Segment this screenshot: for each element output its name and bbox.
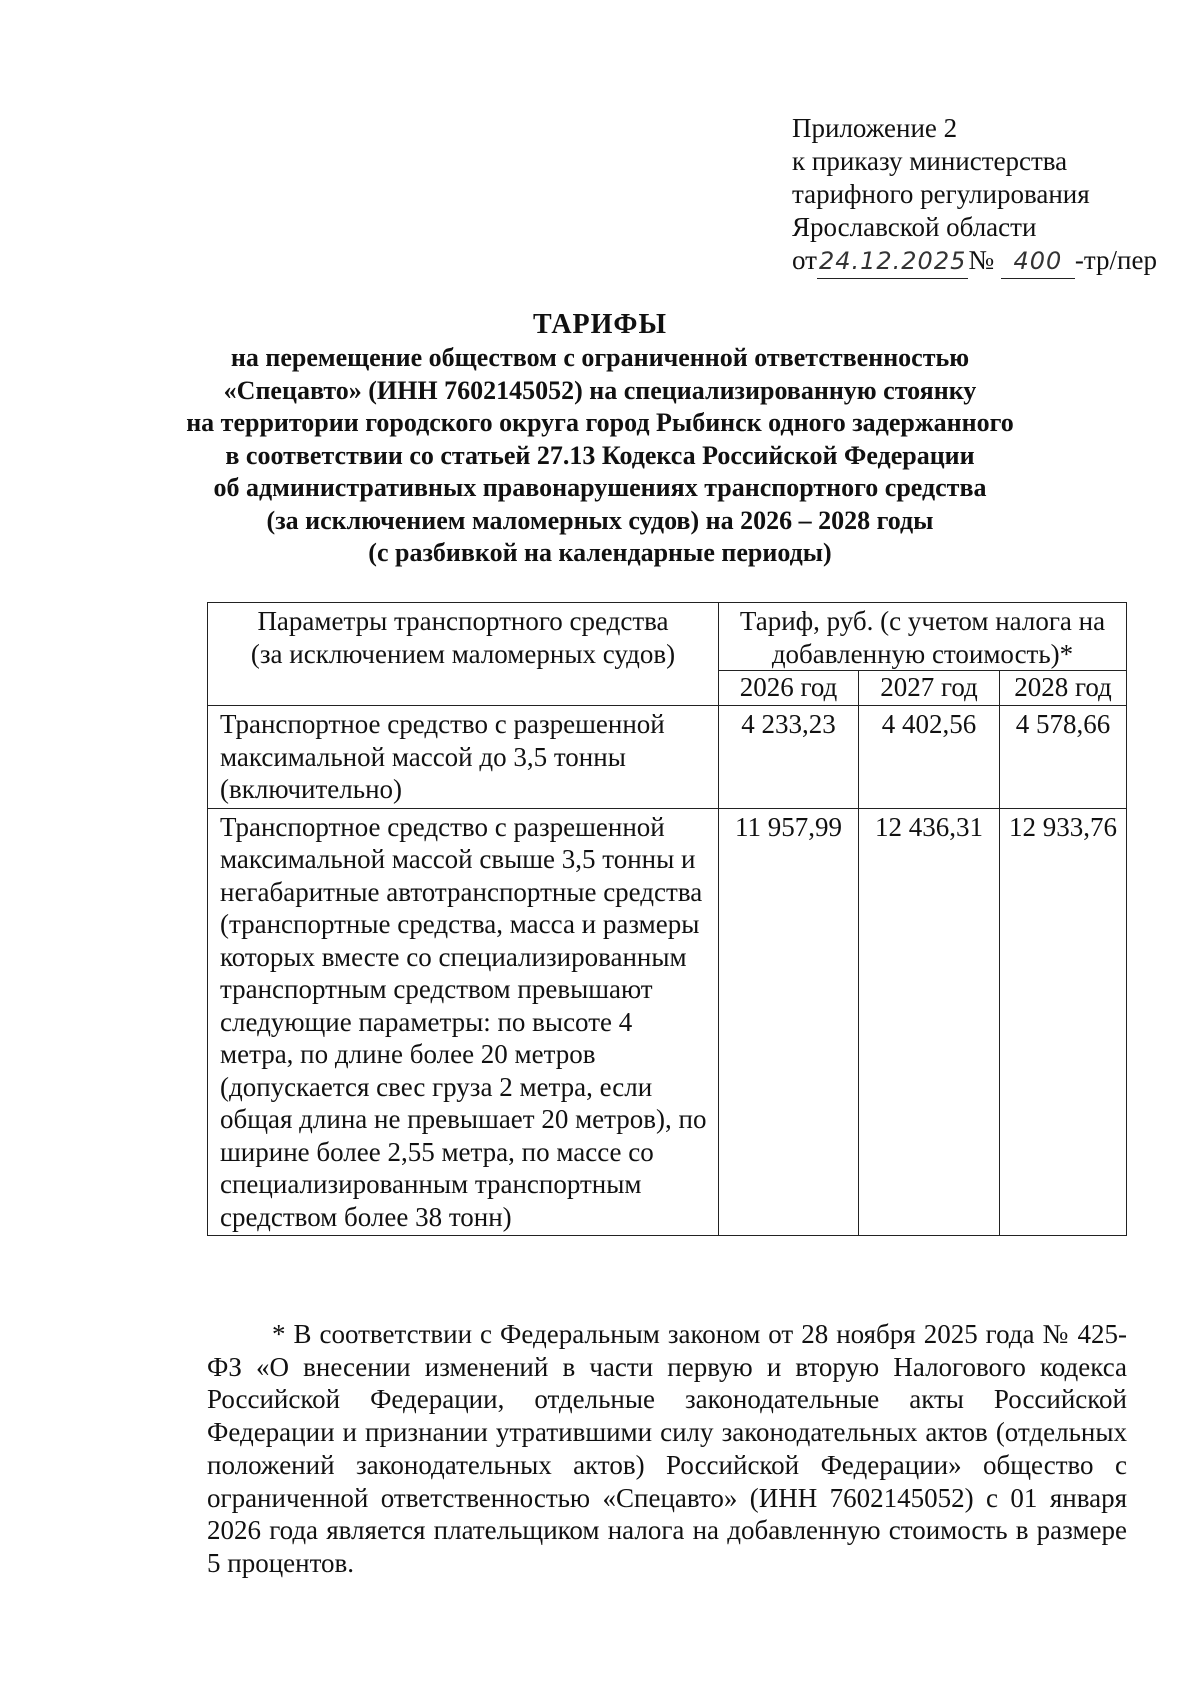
document-title	[180, 308, 1020, 570]
title-line: «Спецавто» (ИНН 7602145052) на специализированную стоянку	[223, 375, 977, 405]
title-main: ТАРИФЫ	[533, 309, 667, 340]
appendix-line-3: тарифного регулирования	[792, 179, 1090, 209]
title-line: на перемещение обществом с ограниченной ответственностью	[230, 343, 970, 372]
header-params	[208, 603, 719, 706]
row-description: Транспортное средство с разрешенной максимальной массой свыше 3,5 тонны и негабаритные автотранспортные средства (транспортные средства, масса и размеры которых вместе со специализированным транспортным средством превышают следующие параметры: по высоте 4 метра, по длине более 20 метров (допускается свес груза 2 метра, если общая длина не превышает 20 метров), по ширине более 2,55 метра, по массе со специализированным транспортным средством более 38 тонн)	[208, 808, 719, 1236]
appendix-line-4: Ярославской области	[792, 212, 1037, 242]
handwritten-number: 400	[1001, 245, 1075, 279]
header-year-2026: 2026 год	[719, 671, 859, 706]
header-params-text: Параметры транспортного средства (за исключением маломерных судов)	[250, 606, 676, 669]
row-value-2026: 4 233,23	[719, 706, 859, 809]
title-line: (за исключением маломерных судов) на 2026 – 2028 годы	[266, 505, 934, 535]
table-row	[208, 706, 1127, 809]
header-tariff	[719, 603, 1127, 671]
header-year-2028: 2028 год	[1000, 671, 1127, 706]
table-header-row	[208, 603, 1127, 671]
title-line: в соответствии со статьей 27.13 Кодекса Российской Федерации	[225, 440, 975, 470]
tariff-table	[207, 602, 1127, 1236]
appendix-line-2: к приказу министерства	[792, 146, 1068, 176]
handwritten-date: 24.12.2025	[817, 245, 968, 279]
appendix-header	[792, 112, 1182, 279]
appendix-date-number-line	[792, 244, 1182, 279]
row-value-2027: 4 402,56	[859, 706, 1000, 809]
title-line: об административных правонарушениях транспортного средства	[213, 473, 987, 502]
row-value-2027: 12 436,31	[859, 808, 1000, 1236]
row-value-2028: 4 578,66	[1000, 706, 1127, 809]
title-line: (с разбивкой на календарные периоды)	[368, 538, 832, 567]
row-value-2026: 11 957,99	[719, 808, 859, 1236]
number-suffix: -тр/пер	[1074, 245, 1157, 275]
header-tariff-text: Тариф, руб. (с учетом налога на добавленную стоимость)*	[739, 606, 1106, 669]
table-row	[208, 808, 1127, 1236]
appendix-line-1: Приложение 2	[792, 113, 958, 143]
title-line: на территории городского округа город Рыбинск одного задержанного	[186, 408, 1014, 437]
row-description: Транспортное средство с разрешенной максимальной массой до 3,5 тонны (включительно)	[208, 706, 719, 809]
footnote: * В соответствии с Федеральным законом от 28 ноября 2025 года № 425-ФЗ «О внесении изменений в части первую и вторую Налогового кодекса Российской Федерации, отдельные законодательные акты Российской Федерации и признании утратившими силу законодательных актов (отдельных положений законодательных актов) Российской Федерации» общество с ограниченной ответственностью «Спецавто» (ИНН 7602145052) с 01 января 2026 года является плательщиком налога на добавленную стоимость в размере 5 процентов.	[207, 1319, 1127, 1578]
number-prefix: №	[968, 245, 995, 275]
row-value-2028: 12 933,76	[1000, 808, 1127, 1236]
date-prefix: от	[792, 245, 817, 275]
header-year-2027: 2027 год	[859, 671, 1000, 706]
